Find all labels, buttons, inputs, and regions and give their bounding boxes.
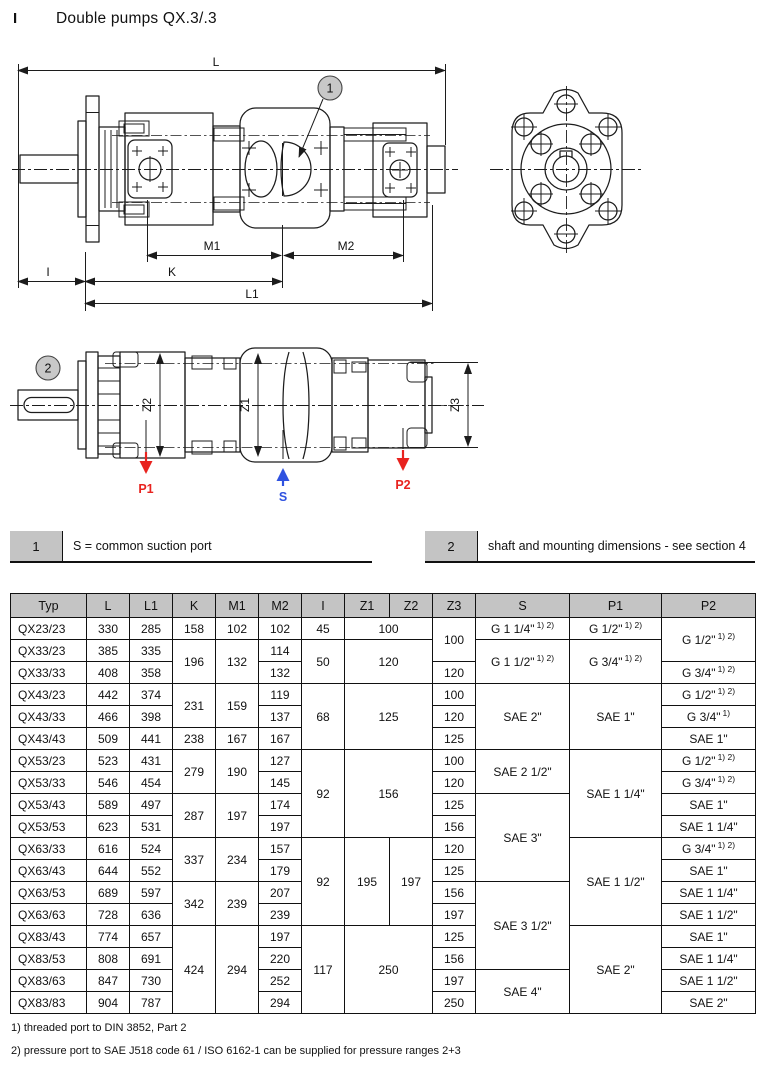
- callout-2-number: 2: [44, 361, 52, 376]
- flange-front-view: [490, 86, 643, 253]
- dim-cell: 441: [130, 728, 173, 750]
- pump-type-cell: QX83/53: [11, 948, 87, 970]
- shaft-circle: [545, 148, 587, 190]
- dim-cell: 546: [87, 772, 130, 794]
- shaft-keyslot: [24, 398, 74, 413]
- pump-type-cell: QX63/33: [11, 838, 87, 860]
- col-header-m1: M1: [216, 594, 259, 618]
- legend-1-number: 1: [10, 531, 63, 561]
- dim-cell: 100: [345, 618, 433, 640]
- dim-cell: 616: [87, 838, 130, 860]
- dim-label-K: K: [167, 265, 177, 279]
- pump-type-cell: QX53/23: [11, 750, 87, 772]
- col-header-z1: Z1: [345, 594, 390, 618]
- dim-cell: 125: [345, 684, 433, 750]
- dim-cell: SAE 4": [476, 970, 570, 1014]
- dim-label-Z3: Z3: [448, 397, 462, 413]
- dim-cell: G 1/2" $^{1) 2)}$: [662, 684, 756, 706]
- dim-cell: 385: [87, 640, 130, 662]
- legend-1-text: S = common suction port: [73, 539, 212, 553]
- dim-cell: 156: [433, 948, 476, 970]
- dim-cell: 197: [216, 794, 259, 838]
- pump-type-cell: QX23/23: [11, 618, 87, 640]
- dim-cell: 102: [216, 618, 259, 640]
- dim-cell: 252: [259, 970, 302, 992]
- table-row: [11, 640, 756, 662]
- dim-cell: 120: [433, 772, 476, 794]
- dim-cell: SAE 1": [570, 684, 662, 750]
- dimension-table: [10, 593, 756, 1014]
- dim-cell: 509: [87, 728, 130, 750]
- dim-cell: 132: [259, 662, 302, 684]
- dim-cell: 524: [130, 838, 173, 860]
- table-header-row: [11, 594, 756, 618]
- col-header-k: K: [173, 594, 216, 618]
- dim-cell: G 3/4" $^{1) 2)}$: [662, 838, 756, 860]
- dim-cell: 156: [345, 750, 433, 838]
- col-header-p2: P2: [662, 594, 756, 618]
- dim-cell: 657: [130, 926, 173, 948]
- dim-cell: 195: [345, 838, 390, 926]
- pump-type-cell: QX33/23: [11, 640, 87, 662]
- dim-cell: 197: [259, 816, 302, 838]
- dim-cell: 120: [433, 706, 476, 728]
- dim-cell: SAE 1 1/2": [662, 904, 756, 926]
- table-row: [11, 684, 756, 706]
- dim-cell: 68: [302, 684, 345, 750]
- table-row: [11, 926, 756, 948]
- top-view-drawing: [10, 348, 484, 504]
- dim-cell: 330: [87, 618, 130, 640]
- pump-type-cell: QX83/63: [11, 970, 87, 992]
- dim-cell: G 1 1/4" $^{1) 2)}$: [476, 618, 570, 640]
- dim-cell: SAE 1 1/2": [662, 970, 756, 992]
- dim-cell: 174: [259, 794, 302, 816]
- dim-cell: 125: [433, 728, 476, 750]
- dim-cell: 689: [87, 882, 130, 904]
- dim-cell: 398: [130, 706, 173, 728]
- dim-cell: 167: [216, 728, 259, 750]
- col-header-z3: Z3: [433, 594, 476, 618]
- dim-cell: 207: [259, 882, 302, 904]
- dim-cell: G 1/2" $^{1) 2)}$: [570, 618, 662, 640]
- page-title: Double pumps QX.3/.3: [56, 10, 217, 27]
- dim-cell: 92: [302, 838, 345, 926]
- dim-cell: 156: [433, 882, 476, 904]
- dim-cell: 442: [87, 684, 130, 706]
- dim-cell: 497: [130, 794, 173, 816]
- dim-label-M1: M1: [203, 239, 221, 253]
- dim-cell: 117: [302, 926, 345, 1014]
- dim-cell: 239: [216, 882, 259, 926]
- col-header-z2: Z2: [390, 594, 433, 618]
- dim-cell: G 3/4" $^{1)}$: [662, 706, 756, 728]
- footnote-2: 2) pressure port to SAE J518 code 61 / ISO 6162-1 can be supplied for pressure ranges 2+3: [11, 1045, 461, 1057]
- pump-type-cell: QX43/43: [11, 728, 87, 750]
- dim-cell: 167: [259, 728, 302, 750]
- pilot-circle: [521, 124, 611, 214]
- dim-cell: 847: [87, 970, 130, 992]
- dim-cell: 234: [216, 838, 259, 882]
- dim-cell: G 3/4" $^{1) 2)}$: [662, 662, 756, 684]
- col-header-l1: L1: [130, 594, 173, 618]
- dim-cell: 358: [130, 662, 173, 684]
- dim-cell: 730: [130, 970, 173, 992]
- suction-kidney-left: [245, 141, 277, 197]
- dim-cell: 125: [433, 926, 476, 948]
- dim-cell: 552: [130, 860, 173, 882]
- dim-cell: 787: [130, 992, 173, 1014]
- dim-cell: 644: [87, 860, 130, 882]
- dim-cell: 623: [87, 816, 130, 838]
- col-header-typ: Typ: [11, 594, 87, 618]
- dim-cell: 197: [433, 904, 476, 926]
- dim-cell: 145: [259, 772, 302, 794]
- dim-cell: 728: [87, 904, 130, 926]
- dim-cell: 597: [130, 882, 173, 904]
- dim-cell: SAE 2": [476, 684, 570, 750]
- dim-label-L1: L1: [245, 287, 259, 301]
- dim-cell: 335: [130, 640, 173, 662]
- dim-cell: 197: [433, 970, 476, 992]
- pump-type-cell: QX63/63: [11, 904, 87, 926]
- dim-cell: 137: [259, 706, 302, 728]
- dim-cell: 92: [302, 750, 345, 838]
- dim-cell: SAE 1": [662, 926, 756, 948]
- dim-cell: SAE 1 1/2": [570, 838, 662, 926]
- table-row: [11, 838, 756, 860]
- dim-cell: 158: [173, 618, 216, 640]
- dim-cell: 50: [302, 640, 345, 684]
- dim-cell: 287: [173, 794, 216, 838]
- dim-cell: 424: [173, 926, 216, 1014]
- dim-cell: 125: [433, 794, 476, 816]
- dim-cell: 102: [259, 618, 302, 640]
- dim-cell: 179: [259, 860, 302, 882]
- callout-1-number: 1: [326, 81, 334, 96]
- suction-kidney-right: [281, 142, 311, 196]
- dim-cell: 408: [87, 662, 130, 684]
- dim-cell: G 1 1/2" $^{1) 2)}$: [476, 640, 570, 684]
- port-label-S: S: [278, 490, 288, 504]
- dim-cell: 157: [259, 838, 302, 860]
- table-row: [11, 618, 756, 640]
- dim-cell: 132: [216, 640, 259, 684]
- col-header-m2: M2: [259, 594, 302, 618]
- dim-cell: 156: [433, 816, 476, 838]
- dim-cell: 250: [433, 992, 476, 1014]
- pump-type-cell: QX83/43: [11, 926, 87, 948]
- dim-cell: G 1/2" $^{1) 2)}$: [662, 618, 756, 662]
- section-marker: I: [13, 10, 18, 27]
- side-view-drawing: [12, 55, 458, 311]
- legend-2-text: shaft and mounting dimensions - see section 4: [488, 539, 746, 553]
- dim-cell: 342: [173, 882, 216, 926]
- dim-cell: 337: [173, 838, 216, 882]
- dim-cell: 119: [259, 684, 302, 706]
- dim-cell: SAE 1 1/4": [662, 816, 756, 838]
- port-label-P2: P2: [395, 478, 411, 492]
- dim-cell: SAE 3 1/2": [476, 882, 570, 970]
- dim-cell: 294: [216, 926, 259, 1014]
- legend-item-2: [425, 531, 755, 563]
- dim-cell: 120: [433, 838, 476, 860]
- dim-cell: 197: [259, 926, 302, 948]
- dim-cell: SAE 1 1/4": [570, 750, 662, 838]
- footnote-1: 1) threaded port to DIN 3852, Part 2: [11, 1022, 187, 1034]
- dim-cell: 120: [433, 662, 476, 684]
- dim-cell: 774: [87, 926, 130, 948]
- dim-cell: SAE 1 1/4": [662, 882, 756, 904]
- dim-cell: SAE 1": [662, 794, 756, 816]
- dim-cell: 431: [130, 750, 173, 772]
- dim-cell: 100: [433, 750, 476, 772]
- port-label-P1: P1: [138, 482, 154, 496]
- col-header-l: L: [87, 594, 130, 618]
- dim-label-Z1: Z1: [238, 397, 252, 413]
- dim-cell: 285: [130, 618, 173, 640]
- dim-cell: 904: [87, 992, 130, 1014]
- dim-cell: 279: [173, 750, 216, 794]
- dim-cell: 374: [130, 684, 173, 706]
- table-row: [11, 750, 756, 772]
- dim-cell: 691: [130, 948, 173, 970]
- dim-cell: 466: [87, 706, 130, 728]
- col-header-p1: P1: [570, 594, 662, 618]
- dim-cell: SAE 2": [570, 926, 662, 1014]
- dim-cell: SAE 2 1/2": [476, 750, 570, 794]
- legend-item-1: [10, 531, 372, 563]
- dim-cell: SAE 3": [476, 794, 570, 882]
- dim-cell: 125: [433, 860, 476, 882]
- dim-cell: 196: [173, 640, 216, 684]
- dim-cell: SAE 2": [662, 992, 756, 1014]
- dim-cell: 454: [130, 772, 173, 794]
- pump-type-cell: QX43/33: [11, 706, 87, 728]
- dim-cell: 239: [259, 904, 302, 926]
- pump-type-cell: QX33/33: [11, 662, 87, 684]
- dim-label-I: I: [46, 265, 50, 279]
- pump-type-cell: QX83/83: [11, 992, 87, 1014]
- dim-cell: G 3/4" $^{1) 2)}$: [662, 772, 756, 794]
- dim-cell: 120: [345, 640, 433, 684]
- dim-cell: 294: [259, 992, 302, 1014]
- dim-cell: G 1/2" $^{1) 2)}$: [662, 750, 756, 772]
- pump-type-cell: QX63/53: [11, 882, 87, 904]
- dim-cell: 197: [390, 838, 433, 926]
- dim-label-M2: M2: [337, 239, 355, 253]
- pump-technical-drawing: [0, 50, 765, 528]
- dim-cell: 100: [433, 618, 476, 662]
- dim-cell: SAE 1 1/4": [662, 948, 756, 970]
- dim-label-Z2: Z2: [140, 397, 154, 413]
- dim-cell: SAE 1": [662, 728, 756, 750]
- dim-cell: 127: [259, 750, 302, 772]
- dim-cell: 231: [173, 684, 216, 728]
- pump-type-cell: QX53/43: [11, 794, 87, 816]
- pump-type-cell: QX63/43: [11, 860, 87, 882]
- dim-cell: 114: [259, 640, 302, 662]
- pump-type-cell: QX53/53: [11, 816, 87, 838]
- col-header-s: S: [476, 594, 570, 618]
- dim-cell: 238: [173, 728, 216, 750]
- dim-label-L: L: [212, 55, 220, 69]
- legend-2-number: 2: [425, 531, 478, 561]
- dim-cell: 190: [216, 750, 259, 794]
- dim-cell: 100: [433, 684, 476, 706]
- col-header-i: I: [302, 594, 345, 618]
- dim-cell: 45: [302, 618, 345, 640]
- dim-cell: 159: [216, 684, 259, 728]
- dim-cell: 808: [87, 948, 130, 970]
- dim-cell: 220: [259, 948, 302, 970]
- pump-type-cell: QX53/33: [11, 772, 87, 794]
- dim-cell: 531: [130, 816, 173, 838]
- footnotes: [11, 1014, 461, 1060]
- dim-cell: 589: [87, 794, 130, 816]
- pump-type-cell: QX43/23: [11, 684, 87, 706]
- dim-cell: 523: [87, 750, 130, 772]
- dim-cell: 250: [345, 926, 433, 1014]
- dim-cell: SAE 1": [662, 860, 756, 882]
- dim-cell: G 3/4" $^{1) 2)}$: [570, 640, 662, 684]
- dim-cell: 636: [130, 904, 173, 926]
